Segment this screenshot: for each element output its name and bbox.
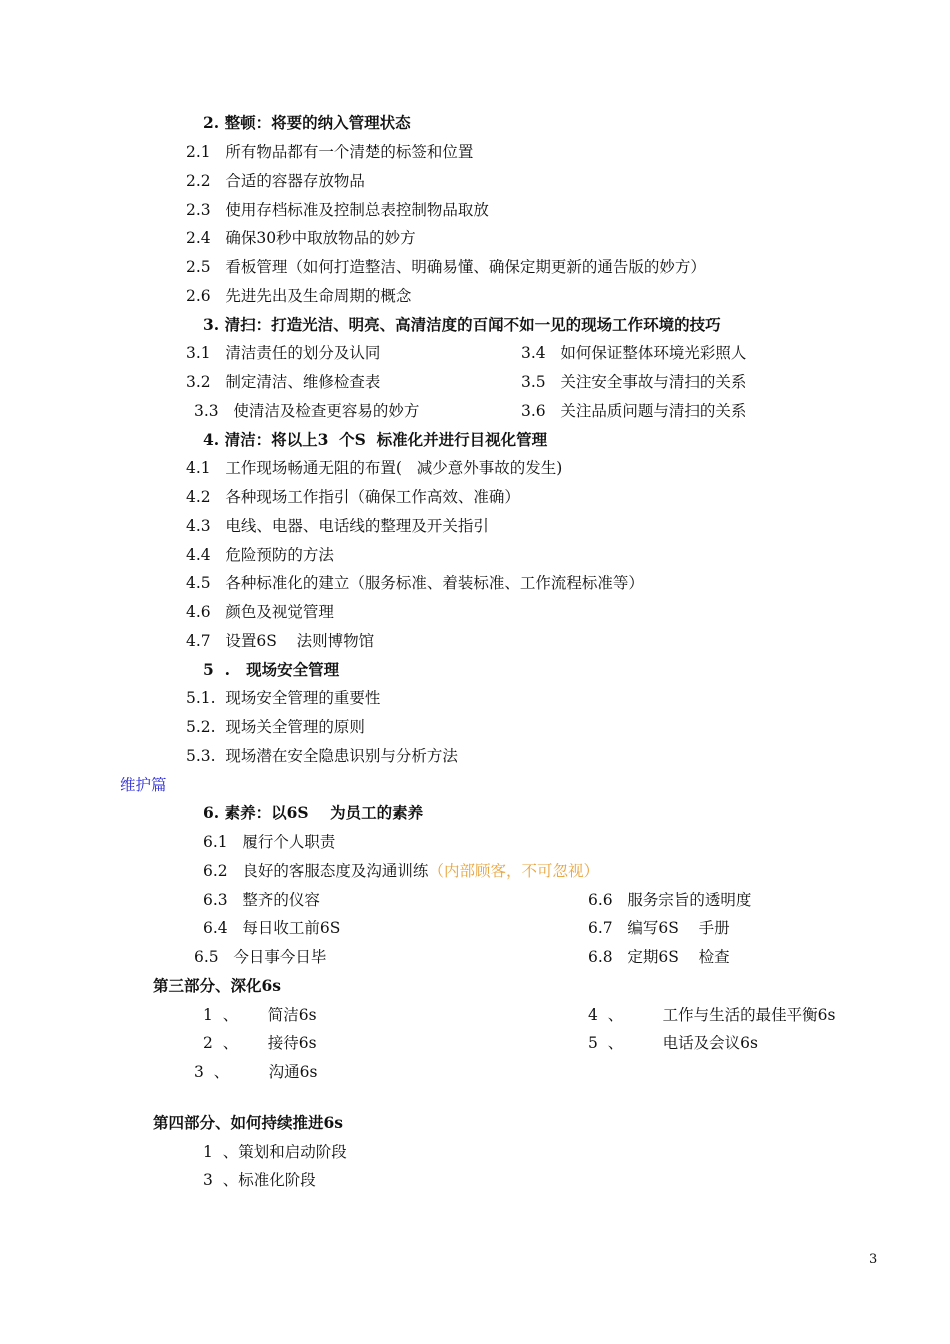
list-item: 4.4 危险预防的方法 [186,546,334,564]
list-item: 2 、 接待6s [203,1034,317,1052]
list-item: 4.6 颜色及视觉管理 [186,603,334,621]
highlight-note: （内部顾客，不可忽视） [428,862,599,880]
part-3-heading: 第三部分、深化6s [153,976,282,995]
list-item: 3 、 沟通6s [194,1063,318,1081]
list-item: 6.5 今日事今日毕 [194,948,327,966]
list-item: 6.7 编写6S 手册 [588,919,730,937]
list-item: 3.2 制定清洁、维修检查表 [186,373,381,391]
maintenance-label: 维护篇 [120,776,167,794]
list-item: 4 、 工作与生活的最佳平衡6s [588,1006,836,1024]
list-item: 2.5 看板管理（如何打造整洁、明确易懂、确保定期更新的通告版的妙方） [186,258,706,276]
list-item: 4.2 各种现场工作指引（确保工作高效、准确） [186,488,520,506]
section-4-heading: 4. 清洁：将以上3 个S 标准化并进行目视化管理 [203,430,548,449]
list-item: 6.6 服务宗旨的透明度 [588,891,752,909]
list-item: 3.6 关注品质问题与清扫的关系 [521,402,747,420]
list-item: 5.2. 现场关全管理的原则 [186,718,365,736]
page-number: 3 [869,1252,878,1267]
list-item: 6.8 定期6S 检查 [588,948,730,966]
list-item: 3 、标准化阶段 [203,1171,316,1189]
list-item: 4.7 设置6S 法则博物馆 [186,632,375,650]
list-item: 3.3 使清洁及检查更容易的妙方 [194,402,420,420]
list-item: 5.3. 现场潜在安全隐患识别与分析方法 [186,747,458,765]
list-item: 6.1 履行个人职责 [203,833,336,851]
list-item: 6.3 整齐的仪容 [203,891,320,909]
section-3-heading: 3. 清扫：打造光洁、明亮、高清洁度的百闻不如一见的现场工作环境的技巧 [203,315,721,334]
section-5-heading: 5 . 现场安全管理 [203,660,340,679]
list-item: 3.5 关注安全事故与清扫的关系 [521,373,747,391]
list-item [203,861,599,881]
list-item: 6.4 每日收工前6S [203,919,341,937]
part-4-heading: 第四部分、如何持续推进6s [153,1113,344,1132]
list-item: 3.4 如何保证整体环境光彩照人 [521,344,747,362]
list-item: 5.1. 现场安全管理的重要性 [186,689,381,707]
list-item-text: 6.2 良好的客服态度及沟通训练 [203,862,429,880]
list-item: 2.3 使用存档标准及控制总表控制物品取放 [186,201,489,219]
list-item: 2.2 合适的容器存放物品 [186,172,365,190]
section-6-heading: 6. 素养：以6S 为员工的素养 [203,803,424,822]
list-item: 5 、 电话及会议6s [588,1034,758,1052]
list-item: 3.1 清洁责任的划分及认同 [186,344,381,362]
list-item: 4.1 工作现场畅通无阻的布置( 减少意外事故的发生) [186,459,563,477]
list-item: 1 、 简洁6s [203,1006,317,1024]
list-item: 2.6 先进先出及生命周期的概念 [186,287,412,305]
list-item: 1 、策划和启动阶段 [203,1143,347,1161]
list-item: 4.5 各种标准化的建立（服务标准、着装标准、工作流程标准等） [186,574,644,592]
section-2-heading: 2. 整顿：将要的纳入管理状态 [203,113,411,132]
list-item: 2.4 确保30秒中取放物品的妙方 [186,229,416,247]
list-item: 2.1 所有物品都有一个清楚的标签和位置 [186,143,474,161]
list-item: 4.3 电线、电器、电话线的整理及开关指引 [186,517,489,535]
